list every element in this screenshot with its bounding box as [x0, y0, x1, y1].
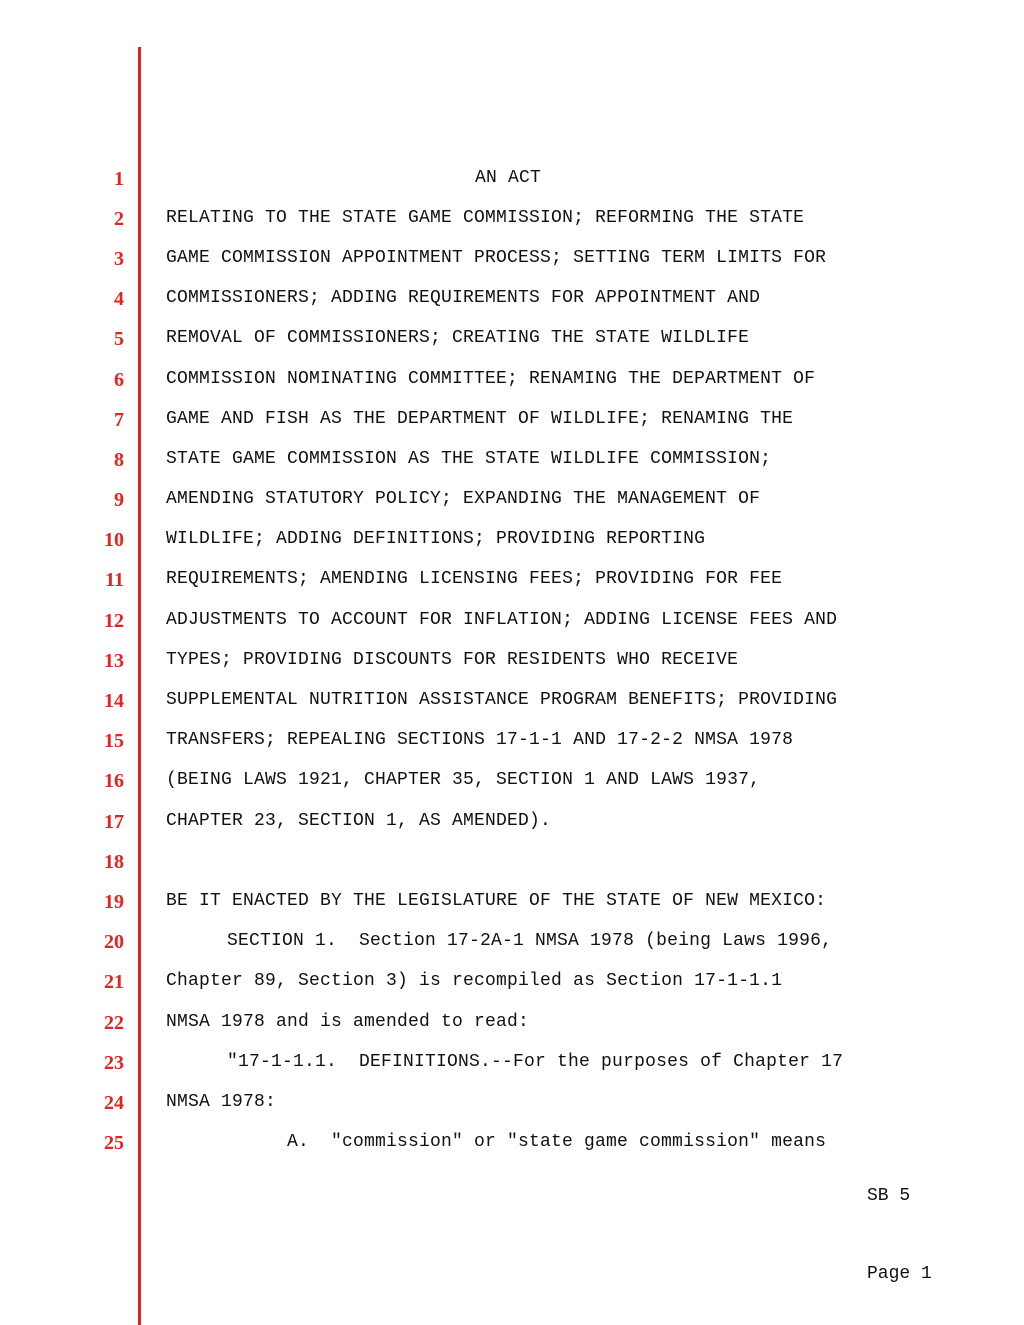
line-number: 15	[104, 730, 124, 752]
text-line: Chapter 89, Section 3) is recompiled as Section 17-1-1.1	[166, 971, 783, 991]
line-number: 16	[104, 770, 124, 792]
line-number: 5	[114, 328, 124, 350]
text-line: SUPPLEMENTAL NUTRITION ASSISTANCE PROGRAM BENEFITS; PROVIDING	[166, 690, 838, 710]
text-line: ADJUSTMENTS TO ACCOUNT FOR INFLATION; ADDING LICENSE FEES AND	[166, 610, 838, 630]
text-line: COMMISSION NOMINATING COMMITTEE; RENAMING THE DEPARTMENT OF	[166, 369, 816, 389]
line-number: 24	[104, 1092, 124, 1114]
line-number: 22	[104, 1012, 124, 1034]
text-line: CHAPTER 23, SECTION 1, AS AMENDED).	[166, 811, 552, 831]
text-line: TYPES; PROVIDING DISCOUNTS FOR RESIDENTS WHO RECEIVE	[166, 650, 739, 670]
definitions-heading: "17-1-1.1. DEFINITIONS.--For the purposes of Chapter 17	[227, 1052, 844, 1072]
line-number: 25	[104, 1132, 124, 1154]
text-line: WILDLIFE; ADDING DEFINITIONS; PROVIDING REPORTING	[166, 529, 706, 549]
definition-item: A. "commission" or "state game commission" means	[287, 1132, 827, 1152]
line-number: 19	[104, 891, 124, 913]
text-line: (BEING LAWS 1921, CHAPTER 35, SECTION 1 AND LAWS 1937,	[166, 770, 761, 790]
text-line: REMOVAL OF COMMISSIONERS; CREATING THE STATE WILDLIFE	[166, 328, 750, 348]
line-number: 7	[114, 409, 124, 431]
line-number: 9	[114, 489, 124, 511]
page-footer	[867, 1131, 932, 1313]
text-line: STATE GAME COMMISSION AS THE STATE WILDLIFE COMMISSION;	[166, 449, 772, 469]
text-line: COMMISSIONERS; ADDING REQUIREMENTS FOR APPOINTMENT AND	[166, 288, 761, 308]
line-number: 23	[104, 1052, 124, 1074]
text-line: AMENDING STATUTORY POLICY; EXPANDING THE MANAGEMENT OF	[166, 489, 761, 509]
text-line: TRANSFERS; REPEALING SECTIONS 17-1-1 AND 17-2-2 NMSA 1978	[166, 730, 794, 750]
line-number: 6	[114, 369, 124, 391]
page-number: Page 1	[867, 1264, 932, 1284]
line-number: 14	[104, 690, 124, 712]
line-number: 13	[104, 650, 124, 672]
text-line: RELATING TO THE STATE GAME COMMISSION; REFORMING THE STATE	[166, 208, 805, 228]
line-number: 12	[104, 610, 124, 632]
line-number: 10	[104, 529, 124, 551]
text-line: GAME COMMISSION APPOINTMENT PROCESS; SETTING TERM LIMITS FOR	[166, 248, 827, 268]
text-line: GAME AND FISH AS THE DEPARTMENT OF WILDLIFE; RENAMING THE	[166, 409, 794, 429]
line-number: 17	[104, 811, 124, 833]
line-number: 8	[114, 449, 124, 471]
section-heading: SECTION 1. Section 17-2A-1 NMSA 1978 (being Laws 1996,	[227, 931, 833, 951]
margin-rule	[138, 47, 141, 1325]
text-line: NMSA 1978 and is amended to read:	[166, 1012, 530, 1032]
text-line: NMSA 1978:	[166, 1092, 277, 1112]
line-number: 20	[104, 931, 124, 953]
line-number: 18	[104, 851, 124, 873]
text-line: REQUIREMENTS; AMENDING LICENSING FEES; PROVIDING FOR FEE	[166, 569, 783, 589]
line-number: 1	[114, 168, 124, 190]
line-number: 2	[114, 208, 124, 230]
bill-id: SB 5	[867, 1186, 911, 1206]
line-number: 11	[105, 569, 124, 591]
line-number: 4	[114, 288, 124, 310]
act-heading: AN ACT	[475, 168, 542, 188]
line-number: 21	[104, 971, 124, 993]
enacting-clause: BE IT ENACTED BY THE LEGISLATURE OF THE STATE OF NEW MEXICO:	[166, 891, 827, 911]
line-number: 3	[114, 248, 124, 270]
